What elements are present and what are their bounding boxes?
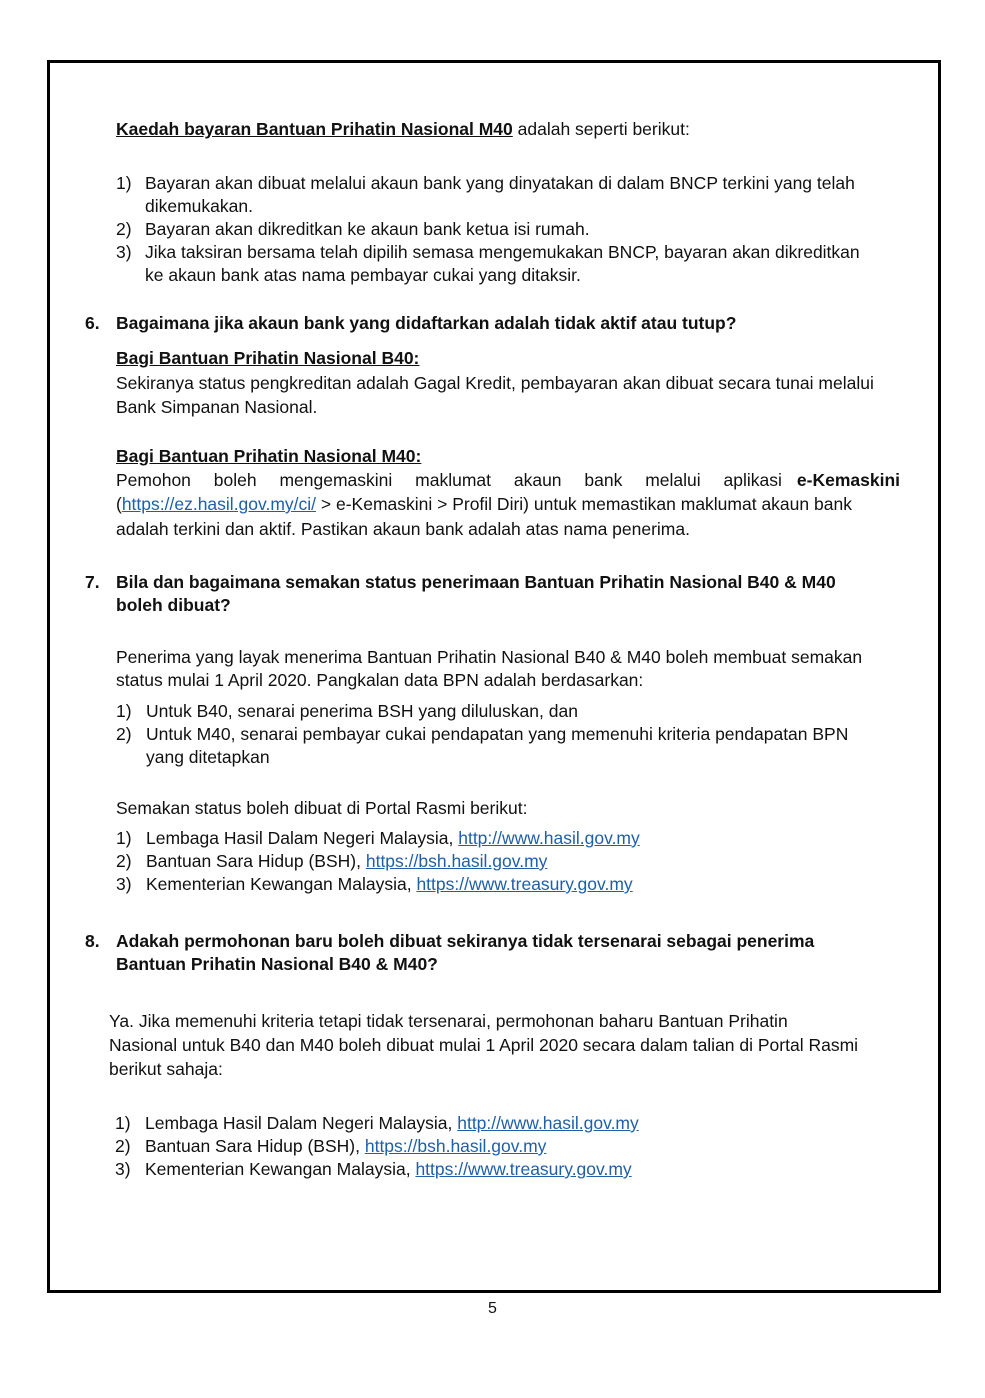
ezhasil-link[interactable]: https://ez.hasil.gov.my/ci/ <box>121 494 317 514</box>
list-item <box>145 1135 546 1158</box>
paragraph-text: Pemohon boleh mengemaskini maklumat akaun bank melalui aplikasi <box>116 470 782 490</box>
portal-label: Kementerian Kewangan Malaysia, <box>146 874 417 894</box>
b40-heading: Bagi Bantuan Prihatin Nasional B40: <box>116 348 420 368</box>
question-title: Adakah permohonan baru boleh dibuat sekiranya tidak tersenarai sebagai penerima <box>116 931 815 951</box>
paragraph-line <box>116 493 852 516</box>
list-item <box>146 827 640 850</box>
m40-payment-heading-line <box>116 118 690 141</box>
list-item <box>145 1112 639 1135</box>
list-item-text: yang ditetapkan <box>146 747 270 767</box>
paragraph-line: Sekiranya status pengkreditan adalah Gagal Kredit, pembayaran akan dibuat secara tunai melalui <box>116 373 874 393</box>
question-number: 7. <box>85 572 100 592</box>
list-item-number: 3) <box>116 874 132 894</box>
m40-heading: Bagi Bantuan Prihatin Nasional M40: <box>116 446 422 466</box>
list-item <box>146 873 633 896</box>
paragraph-line: berikut sahaja: <box>109 1059 223 1079</box>
paragraph-line: status mulai 1 April 2020. Pangkalan data BPN adalah berdasarkan: <box>116 670 644 690</box>
list-item-number: 2) <box>116 851 132 871</box>
treasury-link[interactable]: https://www.treasury.gov.my <box>415 1159 632 1179</box>
bsh-link[interactable]: https://bsh.hasil.gov.my <box>364 1136 547 1156</box>
list-item <box>145 1158 632 1181</box>
list-item-number: 1) <box>116 173 132 193</box>
paragraph-line <box>116 469 900 492</box>
list-item-number: 1) <box>116 701 132 721</box>
e-kemaskini-label: e-Kemaskini <box>796 470 900 490</box>
list-item-number: 1) <box>115 1113 131 1133</box>
list-item-number: 2) <box>116 219 132 239</box>
m40-payment-heading-suffix: adalah seperti berikut: <box>512 119 690 139</box>
list-item-text: Bayaran akan dikreditkan ke akaun bank ketua isi rumah. <box>145 219 590 239</box>
portal-label: Kementerian Kewangan Malaysia, <box>145 1159 416 1179</box>
question-title: Bantuan Prihatin Nasional B40 & M40? <box>116 954 438 974</box>
paren-open: ( <box>116 494 122 514</box>
paragraph-line: Ya. Jika memenuhi kriteria tetapi tidak tersenarai, permohonan baharu Bantuan Prihatin <box>109 1011 788 1031</box>
portal-label: Bantuan Sara Hidup (BSH), <box>145 1136 365 1156</box>
paragraph-line: adalah terkini dan aktif. Pastikan akaun bank adalah atas nama penerima. <box>116 519 690 539</box>
list-item-number: 3) <box>116 242 132 262</box>
portal-label: Lembaga Hasil Dalam Negeri Malaysia, <box>146 828 459 848</box>
question-number: 6. <box>85 313 100 333</box>
list-item-number: 3) <box>115 1159 131 1179</box>
list-item-text: Untuk B40, senarai penerima BSH yang diluluskan, dan <box>146 701 578 721</box>
question-title: boleh dibuat? <box>116 595 231 615</box>
list-item-number: 2) <box>116 724 132 744</box>
list-item-text: dikemukakan. <box>145 196 253 216</box>
question-title: Bila dan bagaimana semakan status penerimaan Bantuan Prihatin Nasional B40 & M40 <box>116 572 836 592</box>
paragraph-line: Penerima yang layak menerima Bantuan Prihatin Nasional B40 & M40 boleh membuat semakan <box>116 647 863 667</box>
page-number: 5 <box>488 1300 497 1317</box>
question-number: 8. <box>85 931 100 951</box>
m40-payment-heading: Kaedah bayaran Bantuan Prihatin Nasional M40 <box>116 119 513 139</box>
paragraph-line: Nasional untuk B40 dan M40 boleh dibuat mulai 1 April 2020 secara dalam talian di Portal Rasmi <box>109 1035 859 1055</box>
portal-label: Bantuan Sara Hidup (BSH), <box>146 851 366 871</box>
bsh-link[interactable]: https://bsh.hasil.gov.my <box>365 851 548 871</box>
portal-label: Lembaga Hasil Dalam Negeri Malaysia, <box>145 1113 458 1133</box>
paragraph-text: > e-Kemaskini > Profil Diri) untuk memastikan maklumat akaun bank <box>316 494 852 514</box>
list-item-text: Bayaran akan dibuat melalui akaun bank yang dinyatakan di dalam BNCP terkini yang telah <box>145 173 855 193</box>
list-item-number: 2) <box>115 1136 131 1156</box>
paragraph-line: Semakan status boleh dibuat di Portal Rasmi berikut: <box>116 798 528 818</box>
hasil-link[interactable]: http://www.hasil.gov.my <box>457 1113 639 1133</box>
list-item-text: ke akaun bank atas nama pembayar cukai yang ditaksir. <box>145 265 581 285</box>
list-item-text: Untuk M40, senarai pembayar cukai pendapatan yang memenuhi kriteria pendapatan BPN <box>146 724 849 744</box>
list-item-number: 1) <box>116 828 132 848</box>
list-item <box>146 850 547 873</box>
list-item-text: Jika taksiran bersama telah dipilih semasa mengemukakan BNCP, bayaran akan dikreditkan <box>145 242 860 262</box>
hasil-link[interactable]: http://www.hasil.gov.my <box>458 828 640 848</box>
paragraph-line: Bank Simpanan Nasional. <box>116 397 318 417</box>
question-title: Bagaimana jika akaun bank yang didaftarkan adalah tidak aktif atau tutup? <box>116 313 737 333</box>
treasury-link[interactable]: https://www.treasury.gov.my <box>416 874 633 894</box>
